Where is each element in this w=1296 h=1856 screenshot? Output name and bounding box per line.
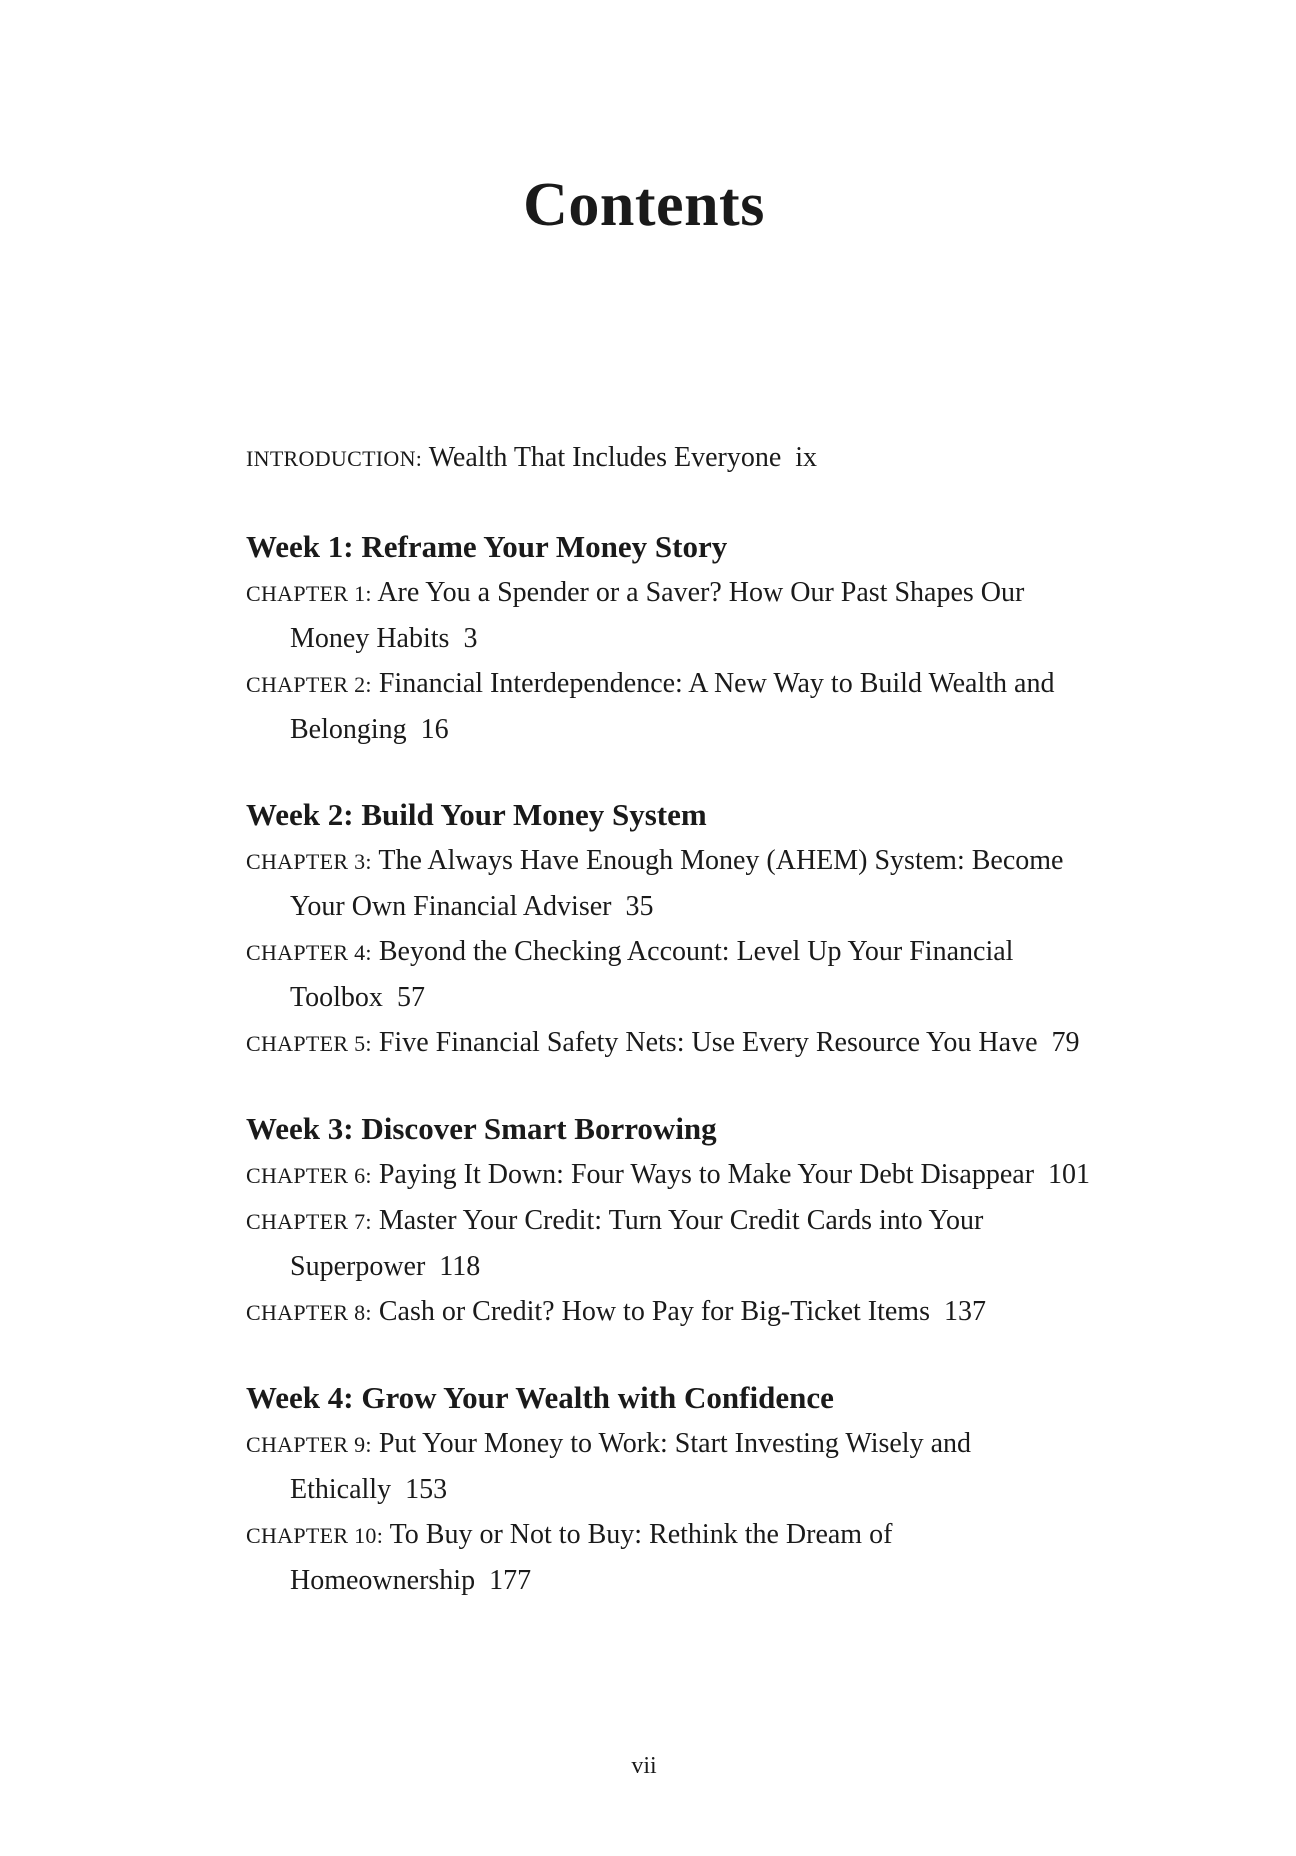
entry-page-number: 137	[944, 1296, 986, 1327]
week-section-1	[246, 524, 1096, 752]
entry-page-number: 79	[1051, 1027, 1080, 1058]
entry-title: Put Your Money to Work: Start Investing Wisely and Ethically	[290, 1428, 972, 1505]
table-of-contents	[246, 435, 1096, 1643]
entry-label: CHAPTER 7:	[246, 1209, 372, 1234]
entry-label: CHAPTER 3:	[246, 849, 372, 874]
entry-title: Wealth That Includes Everyone	[428, 442, 782, 473]
entry-title: Are You a Spender or a Saver? How Our Past Shapes Our Money Habits	[290, 577, 1025, 654]
toc-entry-chapter-8	[246, 1289, 1096, 1335]
entry-title: Five Financial Safety Nets: Use Every Resource You Have	[378, 1027, 1038, 1058]
week-section-3	[246, 1106, 1096, 1335]
entry-label: INTRODUCTION:	[246, 446, 423, 471]
entry-label: CHAPTER 5:	[246, 1031, 372, 1056]
week-section-2	[246, 792, 1096, 1066]
entry-page-number: ix	[795, 442, 818, 473]
entry-title: The Always Have Enough Money (AHEM) System: Become Your Own Financial Adviser	[290, 845, 1064, 922]
entry-page-number: 3	[463, 623, 478, 654]
entry-page-number: 57	[396, 982, 425, 1013]
toc-entry-chapter-6	[246, 1152, 1096, 1198]
entry-page-number: 101	[1048, 1159, 1091, 1190]
entry-page-number: 118	[439, 1251, 481, 1282]
entry-page-number: 35	[625, 891, 654, 922]
entry-title: Cash or Credit? How to Pay for Big-Ticket Items	[378, 1296, 930, 1327]
entry-page-number: 177	[489, 1565, 532, 1596]
toc-entry-chapter-3	[246, 838, 1096, 929]
week-heading: Week 1: Reframe Your Money Story	[246, 529, 728, 564]
page-folio: vii	[631, 1753, 657, 1779]
week-heading: Week 2: Build Your Money System	[246, 797, 707, 832]
toc-entry-introduction	[246, 435, 1096, 481]
week-heading: Week 3: Discover Smart Borrowing	[246, 1111, 717, 1146]
entry-label: CHAPTER 1:	[246, 581, 372, 606]
entry-page-number: 16	[420, 714, 449, 745]
toc-entry-chapter-1	[246, 570, 1096, 661]
page-title: Contents	[523, 171, 765, 239]
entry-page-number: 153	[405, 1474, 448, 1505]
entry-label: CHAPTER 6:	[246, 1163, 372, 1188]
entry-label: CHAPTER 10:	[246, 1523, 384, 1548]
entry-title: Master Your Credit: Turn Your Credit Cards into Your Superpower	[290, 1205, 984, 1282]
entry-title: Paying It Down: Four Ways to Make Your Debt Disappear	[378, 1159, 1035, 1190]
entry-label: CHAPTER 8:	[246, 1300, 372, 1325]
entry-title: To Buy or Not to Buy: Rethink the Dream of Homeownership	[290, 1519, 893, 1596]
toc-entry-chapter-5	[246, 1020, 1096, 1066]
entry-title: Financial Interdependence: A New Way to Build Wealth and Belonging	[290, 668, 1055, 745]
toc-entry-chapter-2	[246, 661, 1096, 752]
entry-title: Beyond the Checking Account: Level Up Your Financial Toolbox	[290, 936, 1014, 1013]
toc-entry-chapter-10	[246, 1512, 1096, 1603]
week-heading: Week 4: Grow Your Wealth with Confidence	[246, 1380, 834, 1415]
week-section-4	[246, 1375, 1096, 1603]
toc-entry-chapter-4	[246, 929, 1096, 1020]
entry-label: CHAPTER 9:	[246, 1432, 372, 1457]
toc-entry-chapter-9	[246, 1421, 1096, 1512]
entry-label: CHAPTER 4:	[246, 940, 372, 965]
toc-entry-chapter-7	[246, 1198, 1096, 1289]
entry-label: CHAPTER 2:	[246, 672, 372, 697]
